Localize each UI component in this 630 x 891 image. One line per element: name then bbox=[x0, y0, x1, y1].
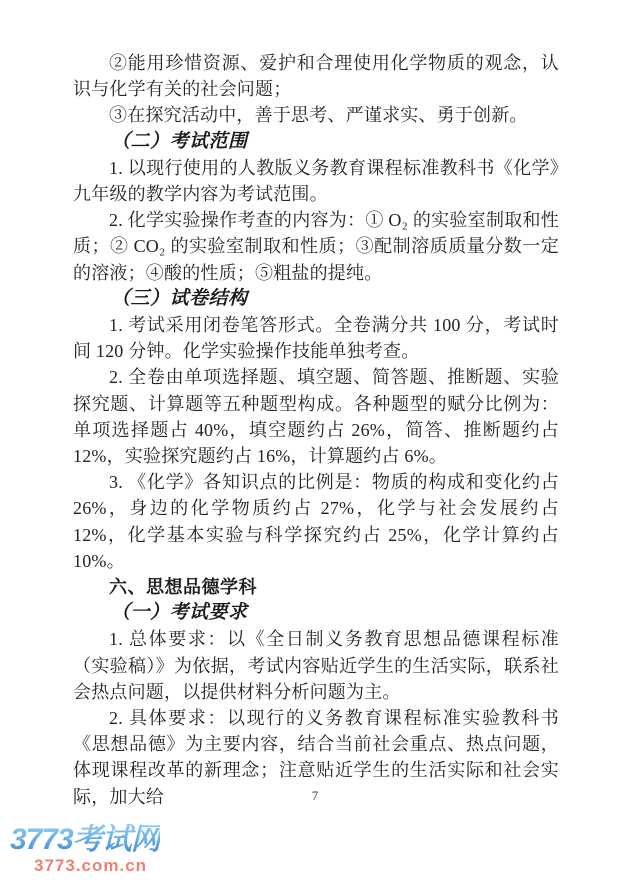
section-heading-exam-requirements: （一）考试要求 bbox=[111, 602, 248, 624]
paragraph-structure-item-1: 1. 考试采用闭卷笔答形式。全卷满分共 100 分，考试时间 120 分钟。化学实验操作技能单独考查。 bbox=[73, 315, 559, 362]
paragraph-requirement-item-2: 2. 具体要求：以现行的义务教育课程标准实验教科书《思想品德》为主要内容，结合当前社会重点、热点问题，体现课程改革的新理念；注意贴近学生的生活实际和社会实际，加大给 bbox=[73, 708, 559, 807]
document-body bbox=[73, 50, 559, 810]
paragraph-requirement-item-1: 1. 总体要求：以《全日制义务教育思想品德课程标准（实验稿）》为依据，考试内容贴近学生的生活实际，联系社会热点问题，以提供材料分析问题为主。 bbox=[73, 629, 559, 702]
section-heading-paper-structure: （三）试卷结构 bbox=[111, 287, 248, 309]
watermark-site-url: 3773.com.cn bbox=[34, 855, 148, 875]
watermark-logo-text: 3773考试网 bbox=[10, 823, 160, 856]
paragraph-scope-item-1: 1. 以现行使用的人教版义务教育课程标准教科书《化学》九年级的教学内容为考试范围。 bbox=[73, 157, 559, 205]
watermark-3773 bbox=[10, 824, 160, 874]
paragraph-structure-item-2: 2. 全卷由单项选择题、填空题、简答题、推断题、实验探究题、计算题等五种题型构成。各种题型的赋分比例为：单项选择题占 40%，填空题约占 26%，简答、推断题约占 12%，实验探究题约占 16%，计算题约占 6%。 bbox=[73, 367, 559, 467]
page-number: 7 bbox=[311, 788, 319, 803]
section-heading-exam-scope: （二）考试范围 bbox=[111, 130, 248, 152]
chapter-heading-moral-education: 六、思想品德学科 bbox=[109, 577, 257, 598]
paragraph-chem-goal-2: ②能用珍惜资源、爱护和合理使用化学物质的观念，认识与化学有关的社会问题； bbox=[73, 53, 559, 100]
paragraph-chem-goal-3: ③在探究活动中，善于思考、严谨求实、勇于创新。 bbox=[109, 105, 528, 126]
paragraph-structure-item-3: 3. 《化学》各知识点的比例是：物质的构成和变化约占 26%，身边的化学物质约占 27%，化学与社会发展约占 12%，化学基本实验与科学探究约占 25%，化学计算约占 10%。 bbox=[73, 472, 559, 571]
paragraph-scope-item-2: 2. 化学实验操作考查的内容为：① O₂ 的实验室制取和性质；② CO₂ 的实验室制取和性质；③配制溶质质量分数一定的溶液；④酸的性质；⑤粗盐的提纯。 bbox=[73, 210, 559, 283]
